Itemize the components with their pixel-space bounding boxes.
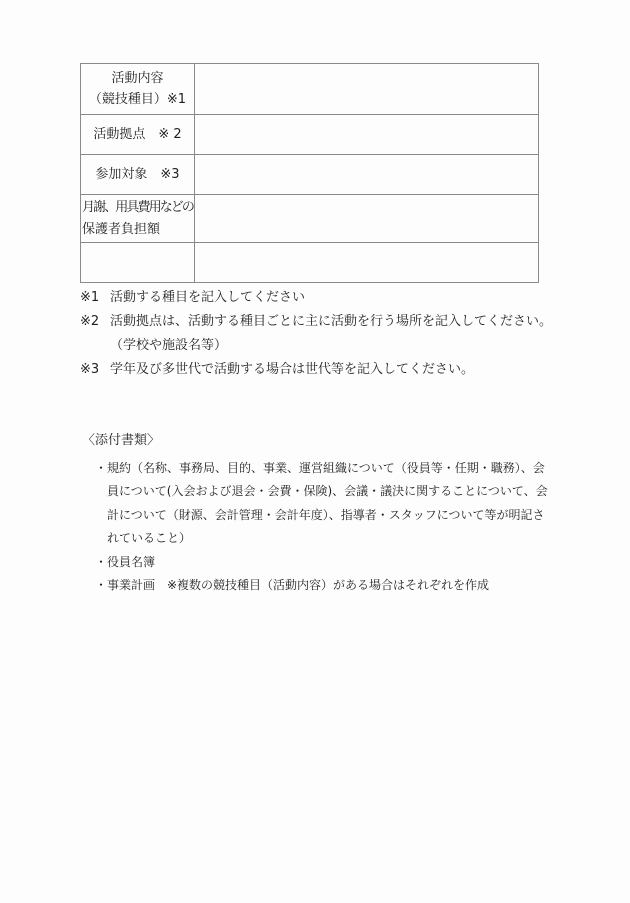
footnote-text: 学年及び多世代で活動する場合は世代等を記入してください。 [110, 362, 475, 377]
footnote-3 [80, 358, 552, 382]
footnote-text: （学校や施設名等） [110, 338, 228, 353]
row-value-cell [195, 155, 539, 195]
bullet-marker: ・ [95, 460, 108, 475]
attachment-text: 員について(入会および退会・会費・保険)、会議・議決に関することについて、会 [107, 484, 548, 498]
row-label-line: （競技種目）※1 [88, 92, 187, 107]
attachment-text: 事業計画 ※複数の競技種目（活動内容）がある場合はそれぞれを作成 [107, 578, 490, 592]
footnote-marker: ※1 [80, 290, 100, 305]
table-row-activity-base [81, 115, 539, 155]
attachment-item-rules-line2 [82, 480, 548, 504]
footnote-marker: ※2 [80, 314, 100, 329]
footnote-marker: ※3 [80, 362, 100, 377]
row-label-line: 活動拠点 ※ 2 [93, 127, 182, 142]
row-label-line: 保護者負担額 [82, 221, 161, 237]
row-label-cell [81, 155, 195, 195]
bullet-marker: ・ [95, 554, 108, 569]
table-row-guardian-cost [81, 195, 539, 243]
table-row-activity-content [81, 64, 539, 115]
footnote-text: 活動拠点は、活動する種目ごとに主に活動を行う場所を記入してください。 [110, 314, 553, 329]
row-label-line: 参加対象 ※3 [95, 167, 180, 182]
attachment-item-business-plan [82, 574, 548, 598]
attachment-text: れていること） [107, 531, 192, 545]
row-label-line: 月謝、用具費用などの [82, 199, 194, 215]
row-label-line: 活動内容 [111, 71, 164, 86]
attachment-item-rules [82, 457, 548, 481]
row-value-cell [195, 243, 539, 283]
row-value-cell [195, 195, 539, 243]
row-label-cell [81, 195, 195, 243]
attachment-text: 計について（財源、会計管理・会計年度）、指導者・スタッフについて等が明記さ [107, 507, 545, 522]
table-row-participants [81, 155, 539, 195]
footnote-2 [80, 310, 552, 334]
footnote-1 [80, 286, 552, 310]
row-value-cell [195, 64, 539, 115]
attachment-text: 役員名簿 [107, 554, 156, 569]
footnote-text: 活動する種目を記入してください [110, 290, 306, 305]
attachment-item-rules-line4 [82, 527, 548, 551]
row-value-cell [195, 115, 539, 155]
activity-form-table [80, 63, 539, 283]
attachment-text: 規約（名称、事務局、目的、事業、運営組織について（役員等・任期・職務）、会 [107, 460, 545, 475]
attachments-section [82, 429, 548, 598]
row-label-cell [81, 243, 195, 283]
footnote-2-continued [80, 334, 552, 358]
attachment-item-officer-list [82, 551, 548, 575]
footnotes [80, 286, 552, 382]
table-row-empty [81, 243, 539, 283]
attachments-heading: 〈添付書類〉 [82, 433, 161, 448]
row-label-cell [81, 115, 195, 155]
row-label-cell [81, 64, 195, 115]
attachment-item-rules-line3 [82, 504, 548, 528]
bullet-marker: ・ [95, 578, 108, 592]
